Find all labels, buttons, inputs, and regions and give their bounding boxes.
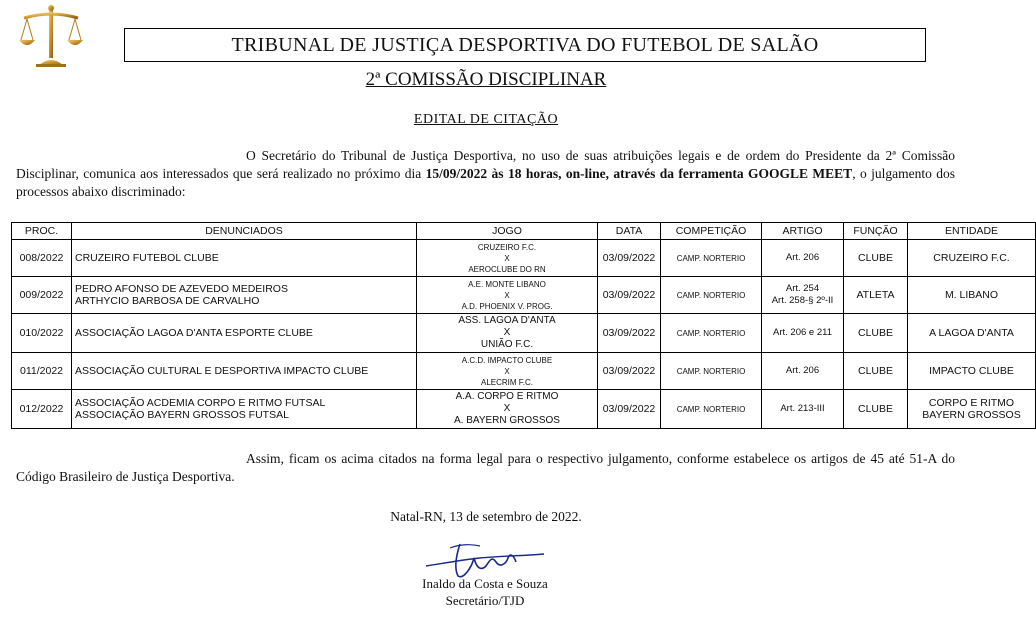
intro-bold: 15/09/2022 às 18 horas, on-line, através da ferramenta GOOGLE MEET <box>425 166 853 181</box>
denunciado-line: ASSOCIAÇÃO BAYERN GROSSOS FUTSAL <box>75 409 289 421</box>
cell-data: 03/09/2022 <box>598 390 661 429</box>
cell-jogo <box>417 314 598 353</box>
jogo-versus: X <box>504 253 510 263</box>
jogo-team-away: UNIÃO F.C. <box>480 339 534 350</box>
intro-text-1: O Secretário do Tribunal de Justiça Desportiva, no uso de suas atribuições legais e de ordem do Presidente da 2ª Comissão Disciplinar, comunica aos interessados que será realizado no próximo dia <box>16 148 955 181</box>
cell-denunciados <box>72 240 417 277</box>
entidade-line: M. LIBANO <box>944 289 999 301</box>
jogo-team-away: A. BAYERN GROSSOS <box>454 415 560 426</box>
date-line: Natal-RN, 13 de setembro de 2022. <box>390 509 582 524</box>
cell-denunciados <box>72 353 417 390</box>
jogo-versus: X <box>504 366 510 376</box>
cell-proc: 009/2022 <box>12 277 72 314</box>
intro-text-2: , o julgamento dos processos abaixo discriminado: <box>16 166 955 199</box>
jogo-team-home: CRUZEIRO F.C. <box>477 242 537 252</box>
cell-funcao: CLUBE <box>844 390 908 429</box>
entidade-line: IMPACTO CLUBE <box>929 365 1014 377</box>
cell-jogo <box>417 277 598 314</box>
intro-paragraph <box>16 147 955 201</box>
cell-proc: 011/2022 <box>12 353 72 390</box>
cell-data: 03/09/2022 <box>598 240 661 277</box>
jogo-team-home: A.C.D. IMPACTO CLUBE <box>461 355 553 365</box>
jogo-team-away: AEROCLUBE DO RN <box>468 264 546 274</box>
cell-data: 03/09/2022 <box>598 353 661 390</box>
cell-entidade <box>908 390 1036 429</box>
closing-paragraph: Assim, ficam os acima citados na forma legal para o respectivo julgamento, conforme estabelece os artigos de 45 até 51-A do Código Brasileiro de Justiça Desportiva. <box>16 451 955 484</box>
cell-funcao: ATLETA <box>844 277 908 314</box>
cell-competicao: CAMP. NORTERIO <box>661 390 762 429</box>
cell-artigo <box>762 390 844 429</box>
cell-jogo <box>417 240 598 277</box>
col-header-denunciados: DENUNCIADOS <box>72 223 417 240</box>
table-row <box>12 277 1036 314</box>
cell-competicao: CAMP. NORTERIO <box>661 314 762 353</box>
artigo-line: Art. 254 <box>785 283 820 294</box>
commission-subtitle: 2ª COMISSÃO DISCIPLINAR <box>365 69 607 90</box>
entidade-line: CRUZEIRO F.C. <box>933 252 1010 264</box>
jogo-team-away: ALECRIM F.C. <box>480 377 533 387</box>
signatory-name: Inaldo da Costa e Souza <box>422 576 548 591</box>
edital-heading: EDITAL DE CITAÇÃO <box>413 112 559 127</box>
entidade-line: CORPO E RITMO <box>928 397 1015 409</box>
cell-competicao: CAMP. NORTERIO <box>661 240 762 277</box>
denunciado-line: ASSOCIAÇÃO CULTURAL E DESPORTIVA IMPACTO CLUBE <box>75 365 369 377</box>
cell-artigo <box>762 240 844 277</box>
jogo-team-home: ASS. LAGOA D'ANTA <box>458 315 556 326</box>
col-header-data: DATA <box>598 223 661 240</box>
cell-artigo <box>762 277 844 314</box>
jogo-versus: X <box>503 403 511 414</box>
cell-funcao: CLUBE <box>844 240 908 277</box>
entidade-line: A LAGOA D'ANTA <box>929 327 1014 339</box>
cell-proc: 010/2022 <box>12 314 72 353</box>
col-header-funcao: FUNÇÃO <box>844 223 908 240</box>
cell-entidade <box>908 277 1036 314</box>
jogo-versus: X <box>504 290 510 300</box>
cell-entidade <box>908 240 1036 277</box>
table-row <box>12 390 1036 429</box>
processes-table <box>11 222 1036 429</box>
artigo-line: Art. 213-III <box>780 403 825 414</box>
table-header-row <box>12 223 1036 240</box>
table-row <box>12 314 1036 353</box>
cell-denunciados <box>72 314 417 353</box>
cell-data: 03/09/2022 <box>598 277 661 314</box>
cell-artigo <box>762 353 844 390</box>
jogo-versus: X <box>503 327 511 338</box>
artigo-line: Art. 258-§ 2º-II <box>771 295 834 306</box>
cell-denunciados <box>72 277 417 314</box>
denunciado-line: PEDRO AFONSO DE AZEVEDO MEDEIROS <box>75 283 288 295</box>
cell-entidade <box>908 314 1036 353</box>
col-header-proc: PROC. <box>12 223 72 240</box>
jogo-team-away: A.D. PHOENIX V. PROG. <box>461 301 553 311</box>
col-header-jogo: JOGO <box>417 223 598 240</box>
scales-of-justice-icon <box>18 4 84 68</box>
table-row <box>12 353 1036 390</box>
cell-proc: 008/2022 <box>12 240 72 277</box>
jogo-team-home: A.E. MONTE LIBANO <box>468 279 546 289</box>
artigo-line: Art. 206 e 211 <box>773 327 832 338</box>
denunciado-line: ARTHYCIO BARBOSA DE CARVALHO <box>75 295 260 307</box>
cell-competicao: CAMP. NORTERIO <box>661 277 762 314</box>
signatory-role: Secretário/TJD <box>445 593 525 608</box>
jogo-team-home: A.A. CORPO E RITMO <box>455 391 559 402</box>
cell-funcao: CLUBE <box>844 353 908 390</box>
col-header-artigo: ARTIGO <box>762 223 844 240</box>
entidade-line: BAYERN GROSSOS <box>922 409 1021 421</box>
page-title: TRIBUNAL DE JUSTIÇA DESPORTIVA DO FUTEBOL DE SALÃO <box>124 28 926 62</box>
signature-block <box>380 575 590 609</box>
cell-denunciados <box>72 390 417 429</box>
artigo-line: Art. 206 <box>785 365 820 376</box>
table-row <box>12 240 1036 277</box>
cell-entidade <box>908 353 1036 390</box>
cell-artigo <box>762 314 844 353</box>
denunciado-line: ASSOCIAÇÃO LAGOA D'ANTA ESPORTE CLUBE <box>75 327 313 339</box>
denunciado-line: CRUZEIRO FUTEBOL CLUBE <box>75 252 219 264</box>
cell-jogo <box>417 353 598 390</box>
cell-jogo <box>417 390 598 429</box>
col-header-competicao: COMPETIÇÃO <box>661 223 762 240</box>
col-header-entidade: ENTIDADE <box>908 223 1036 240</box>
cell-proc: 012/2022 <box>12 390 72 429</box>
cell-funcao: CLUBE <box>844 314 908 353</box>
cell-data: 03/09/2022 <box>598 314 661 353</box>
denunciado-line: ASSOCIAÇÃO ACDEMIA CORPO E RITMO FUTSAL <box>75 397 326 409</box>
artigo-line: Art. 206 <box>785 252 820 263</box>
cell-competicao: CAMP. NORTERIO <box>661 353 762 390</box>
